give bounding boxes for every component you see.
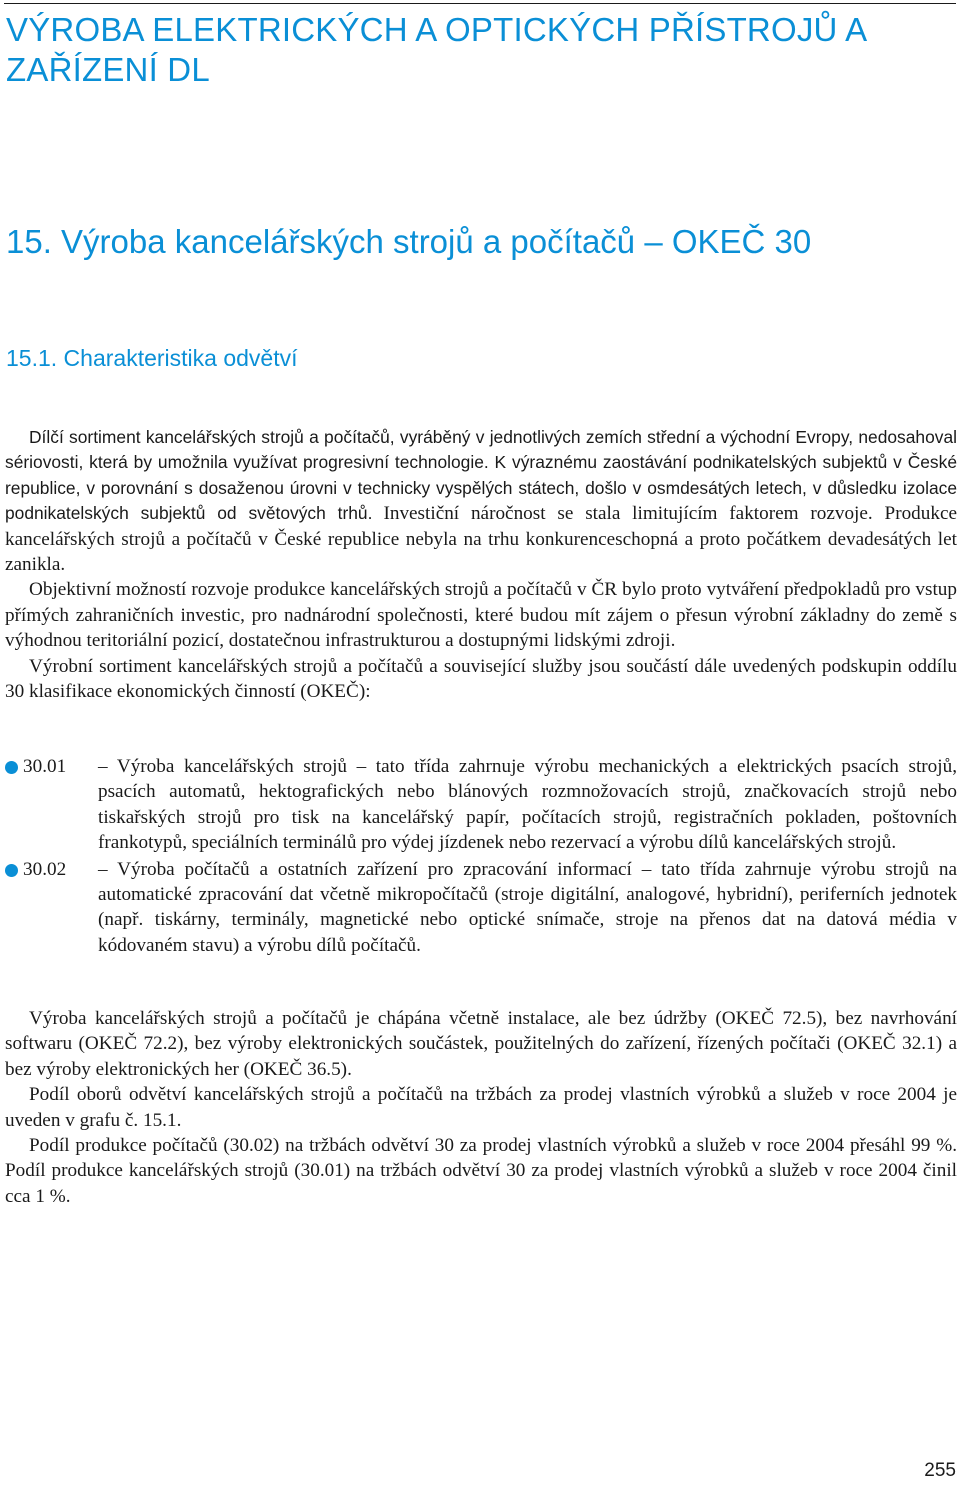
list-item [5,857,957,959]
body-paragraph: Výrobní sortiment kancelářských strojů a počítačů a související služby jsou součástí dále uvedených podskupin oddílu 30 klasifikace ekonomických činností (OKEČ): [5,655,957,703]
body-paragraph: Podíl oborů odvětví kancelářských strojů a počítačů na tržbách za prodej vlastních výrobků a služeb v roce 2004 je uveden v grafu č. 15.1. [5,1084,957,1131]
closing-block [5,1006,957,1209]
list-item-code: 30.01 [23,756,67,777]
list-item-text: – Výroba počítačů a ostatních zařízení pro zpracování informací – tato třída zahrnuje výrobu strojů na automatické zpracování dat včetně mikropočítačů (stroje digitální, analogové, hybridní), periferních jednotek (např. tiskárny, terminály, magnetické nebo optické snímače, stroje na přenos dat na datová média v kódovaném stavu) a výrobu dílů počítačů. [98,858,957,956]
intro-block [5,425,957,704]
bullet-dot-icon [5,761,18,774]
body-paragraph: Podíl produkce počítačů (30.02) na tržbách odvětví 30 za prodej vlastních výrobků a služeb v roce 2004 přesáhl 99 %. Podíl produkce kancelářských strojů (30.01) na tržbách odvětví 30 za prodej vlastních výrobků a služeb v roce 2004 činil cca 1 %. [5,1135,957,1207]
top-rule [4,3,956,4]
list-item [5,754,957,856]
body-paragraph: Objektivní možností rozvoje produkce kancelářských strojů a počítačů v ČR bylo proto vytváření předpokladů pro vstup přímých zahraničních investic, pro nadnárodní společnosti, které budou mít zájem o přesun výrobní základny do země s výhodnou teritoriální pozicí, dostatečnou infrastrukturou a dostupnými lidskými zdroji. [5,579,957,652]
section-title: 15. Výroba kancelářských strojů a počítačů – OKEČ 30 [6,223,812,260]
intro-serif-text: Investiční náročnost se stala limitujícím faktorem rozvoje. Produkce kancelářských strojů a počítačů v České republice nebyla na trhu konkurenceschopná a proto počátkem devadesátých let zanikla. [5,503,957,576]
okec-class-list [5,754,957,959]
intro-paragraph [5,425,957,577]
chapter-title: VÝROBA ELEKTRICKÝCH A OPTICKÝCH PŘÍSTROJŮ A ZAŘÍZENÍ DL [6,11,866,88]
body-paragraph: Výroba kancelářských strojů a počítačů je chápána včetně instalace, ale bez údržby (OKEČ 72.5), bez navrhování softwaru (OKEČ 72.2), bez výroby elektronických součástek, použitelných do zařízení, řízených počítači (OKEČ 32.1) a bez výroby elektronických her (OKEČ 36.5). [5,1008,957,1080]
list-item-code: 30.02 [23,858,67,880]
bullet-dot-icon [5,864,18,877]
list-item-text: – Výroba kancelářských strojů – tato třída zahrnuje výrobu mechanických a elektrických psacích strojů, psacích automatů, hektografických nebo blánových rozmnožovacích strojů, značkovacích strojů nebo tiskařských strojů pro tisk na kancelářský papír, počítacích strojů, registračních pokladen, poštovních frankotypů, speciálních terminálů pro výdej jízdenek nebo rezervací a výrobu dílů kancelářských strojů. [98,756,957,854]
page-number: 255 [924,1460,956,1481]
intro-sans-text: Dílčí sortiment kancelářských strojů a počítačů, vyráběný v jednotlivých zemích střední a východní Evropy, nedosahoval sériovosti, která by umožnila využívat progresivní technologie. K výraznému zaostávání podnikatelských subjektů v České republice, v porovnání s dosaženou úrovni v technicky vyspělých státech, došlo v osmdesátých letech, v důsledku izolace podnikatelských subjektů od světových trhů. [5,427,957,524]
subsection-title: 15.1. Charakteristika odvětví [6,345,298,371]
